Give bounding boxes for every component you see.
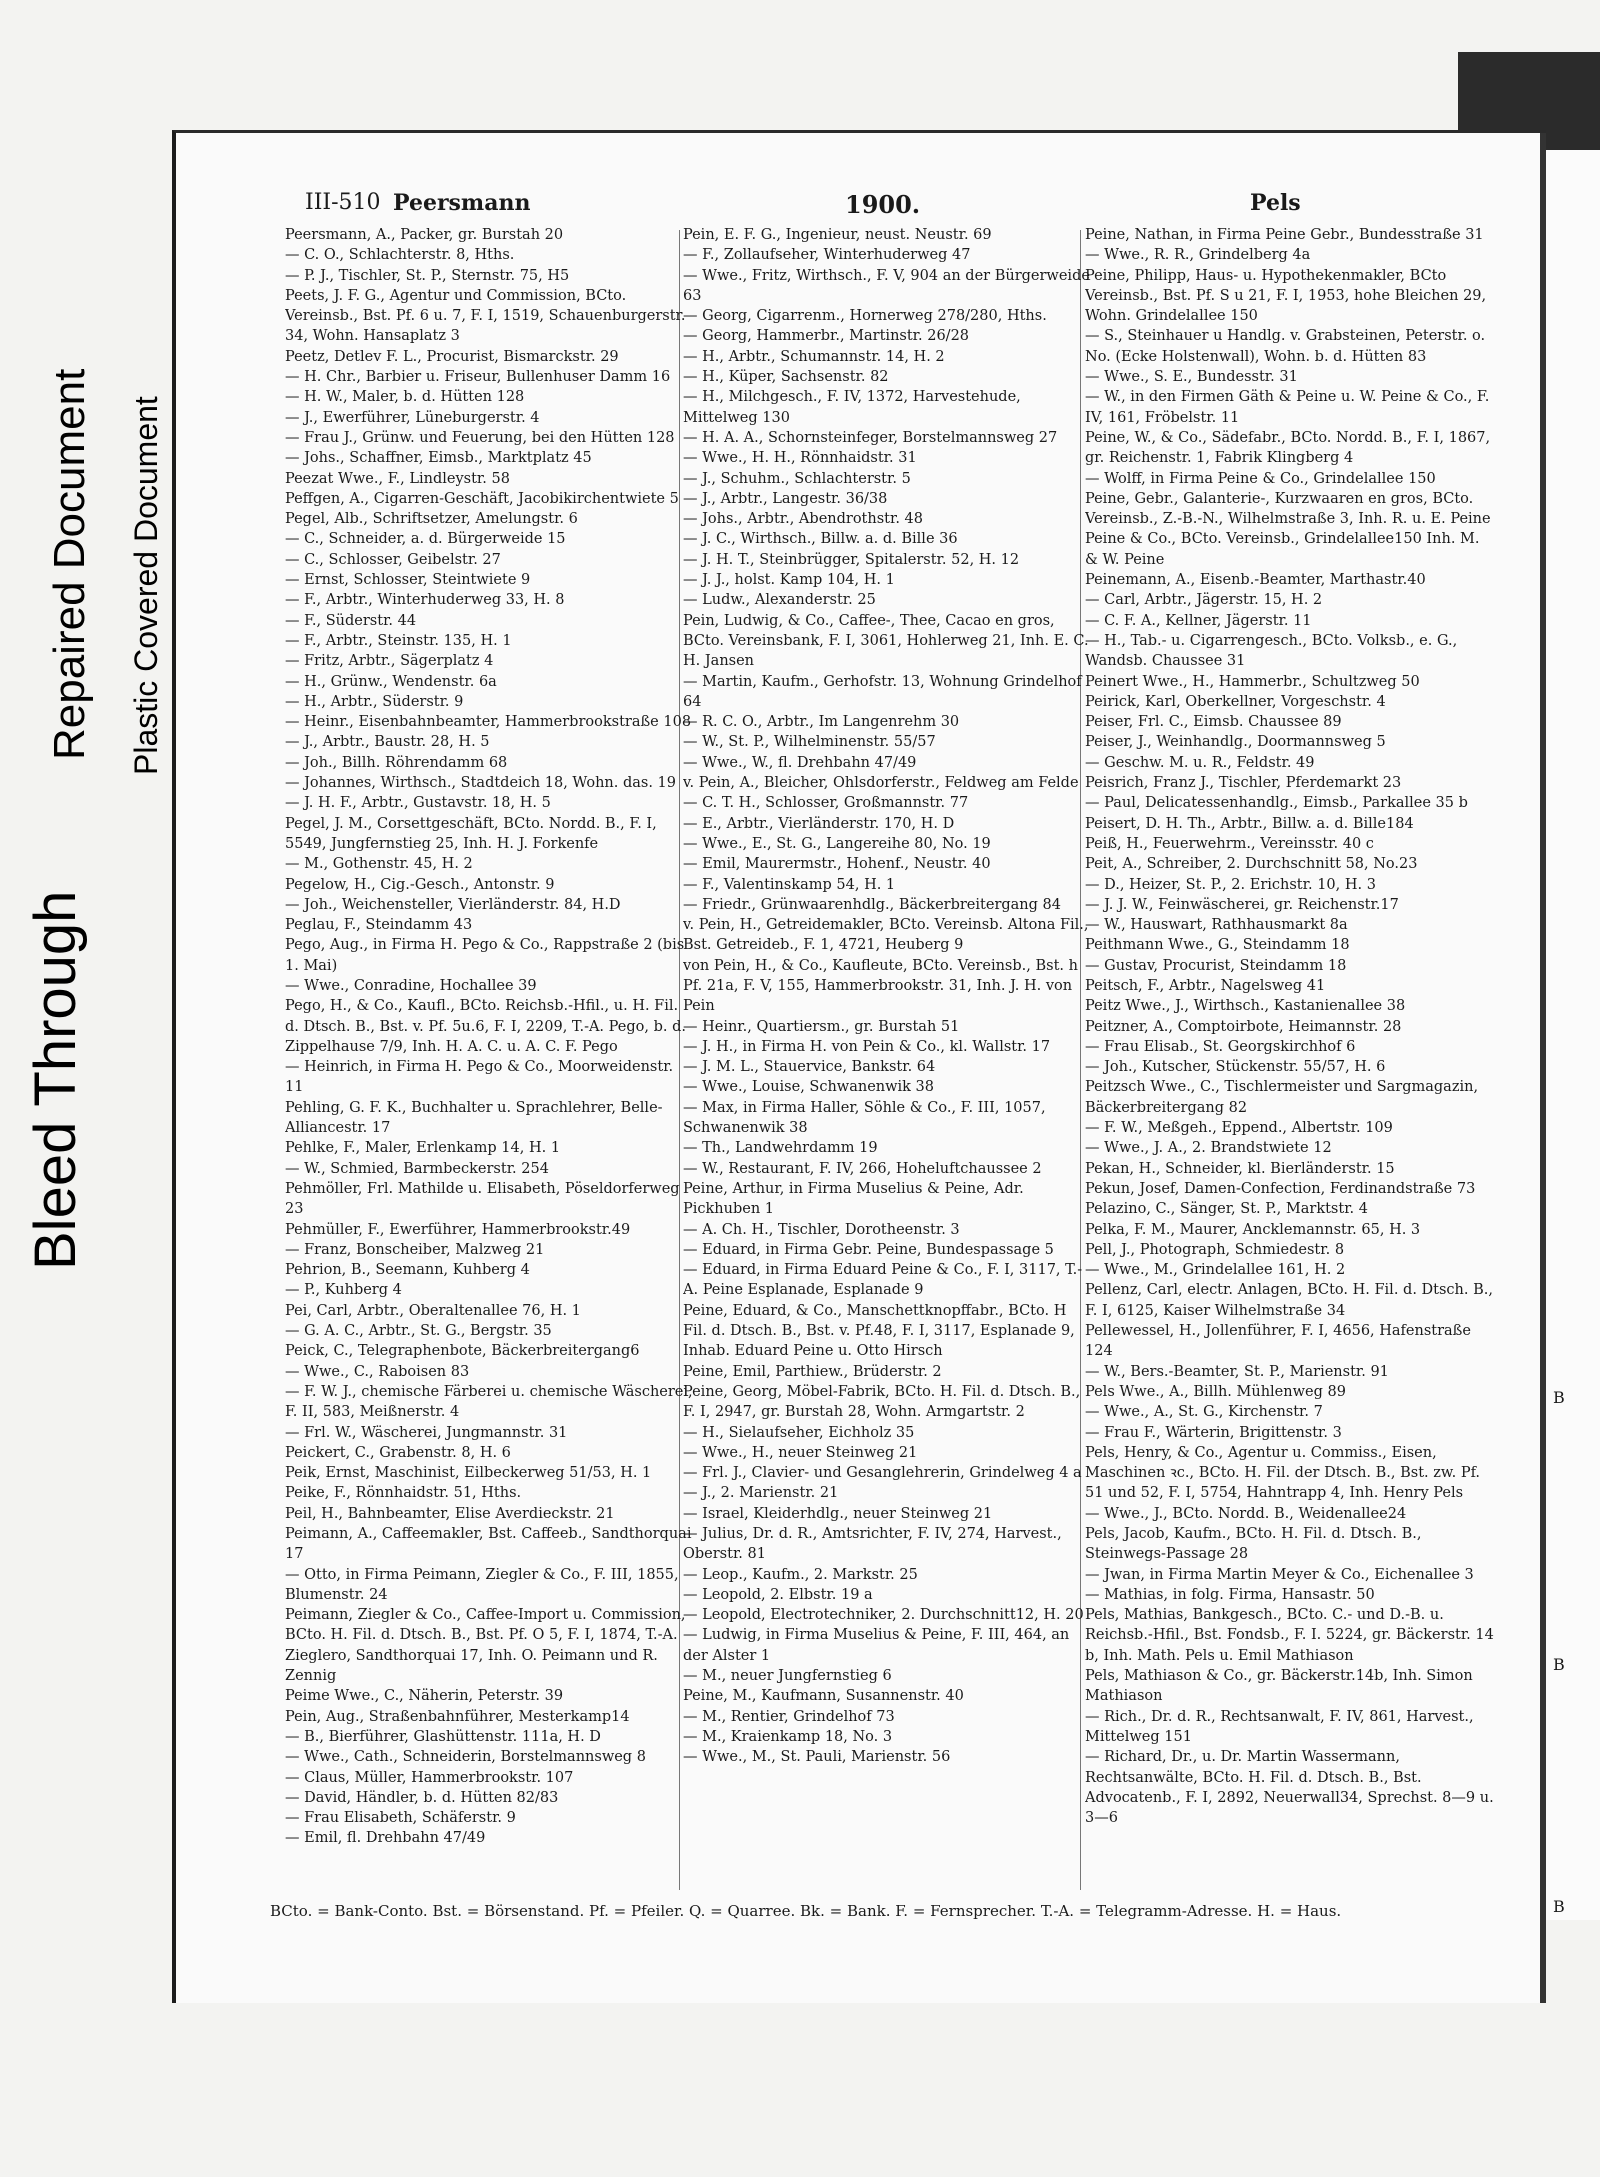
directory-entry: — Julius, Dr. d. R., Amtsrichter, F. IV, 274, Harvest., Oberstr. 81 [683, 1526, 1062, 1563]
directory-entry: — F., Arbtr., Winterhuderweg 33, H. 8 [285, 592, 565, 609]
directory-entry: Pelka, F. M., Maurer, Ancklemannstr. 65, H. 3 [1085, 1221, 1421, 1238]
directory-entry: Peisrich, Franz J., Tischler, Pferdemarkt 23 [1085, 775, 1402, 792]
directory-entry: Pego, H., & Co., Kaufl., BCto. Reichsb.-Hfil., u. H. Fil. d. Dtsch. B., Bst. v. Pf. 5u.6, F. I, 2209, T.-A. Pego, b. d. Zippelhause 7/9, Inh. H. A. C. u. A. C. F. Pego [285, 998, 686, 1055]
directory-entry: — Johs., Schaffner, Eimsb., Marktplatz 45 [285, 450, 592, 467]
directory-entry: Peit, A., Schreiber, 2. Durchschnitt 58, No.23 [1085, 856, 1418, 873]
directory-entry: — Georg, Hammerbr., Martinstr. 26/28 [683, 328, 970, 345]
directory-entry: — F. W. J., chemische Färberei u. chemische Wäscherei, F. II, 583, Meißnerstr. 4 [285, 1383, 693, 1421]
directory-entry: — Martin, Kaufm., Gerhofstr. 13, Wohnung Grindelhof 64 [683, 673, 1082, 710]
directory-entry: — J. M. L., Stauervice, Bankstr. 64 [683, 1059, 936, 1076]
directory-entry: — H., Grünw., Wendenstr. 6a [285, 673, 497, 690]
column-3 [1085, 225, 1495, 1890]
directory-entry: — H., Milchgesch., F. IV, 1372, Harvestehude, Mittelweg 130 [683, 389, 1021, 426]
directory-entry: Peets, J. F. G., Agentur und Commission, BCto. Vereinsb., Bst. Pf. 6 u. 7, F. I, 1519, Schauenburgerstr. 34, Wohn. Hansaplatz 3 [285, 287, 686, 345]
directory-entry: — H., Tab.- u. Cigarrengesch., BCto. Volksb., e. G., Wandsb. Chaussee 31 [1085, 632, 1458, 670]
directory-entry: — Joh., Weichensteller, Vierländerstr. 84, H.D [285, 896, 621, 913]
directory-entry: — P. J., Tischler, St. P., Sternstr. 75, H5 [285, 267, 570, 284]
directory-entry: — F., Valentinskamp 54, H. 1 [683, 876, 896, 893]
directory-entry: — Claus, Müller, Hammerbrookstr. 107 [285, 1769, 574, 1786]
directory-entry: Peick, C., Telegraphenbote, Bäckerbreitergang6 [285, 1343, 640, 1360]
directory-entry: Pein, Ludwig, & Co., Caffee-, Thee, Cacao en gros, BCto. Vereinsbank, F. I, 3061, Hohlerweg 21, Inh. E. C. H. Jansen [683, 612, 1089, 670]
directory-entry: — W., Restaurant, F. IV, 266, Hoheluftchaussee 2 [683, 1160, 1042, 1177]
directory-entry: Peitzner, A., Comptoirbote, Heimannstr. 28 [1085, 1018, 1402, 1035]
directory-entry: — W., Hauswart, Rathhausmarkt 8a [1085, 917, 1348, 934]
directory-entry: Peine & Co., BCto. Vereinsb., Grindelallee150 Inh. M. & W. Peine [1085, 531, 1480, 568]
directory-entry: — J. H. T., Steinbrügger, Spitalerstr. 52, H. 12 [683, 551, 1020, 568]
directory-entry: — Wwe., Fritz, Wirthsch., F. V, 904 an der Bürgerweide 63 [683, 267, 1090, 304]
directory-entry: — Frau J., Grünw. und Feuerung, bei den Hütten 128 [285, 429, 675, 446]
directory-entry: — Wwe., R. R., Grindelberg 4a [1085, 247, 1311, 264]
directory-entry: — J. H., in Firma H. von Pein & Co., kl. Wallstr. 17 [683, 1038, 1051, 1055]
directory-entry: — Th., Landwehrdamm 19 [683, 1140, 878, 1157]
directory-entry: Pekan, H., Schneider, kl. Bierländerstr. 15 [1085, 1160, 1395, 1177]
directory-entry: — Geschw. M. u. R., Feldstr. 49 [1085, 754, 1315, 771]
directory-entry: Peine, Gebr., Galanterie-, Kurzwaaren en gros, BCto. Vereinsb., Z.-B.-N., Wilhelmstraße 3, Inh. R. u. E. Peine [1085, 490, 1491, 528]
directory-entry: Peine, Arthur, in Firma Muselius & Peine, Adr. Pickhuben 1 [683, 1180, 1024, 1218]
directory-entry: — J., Schuhm., Schlachterstr. 5 [683, 470, 911, 487]
directory-entry: Peine, Eduard, & Co., Manschettknopffabr., BCto. H Fil. d. Dtsch. B., Bst. v. Pf.48, F. I, 3117, Esplanade 9, Inhab. Eduard Peine u. Otto Hirsch [683, 1302, 1075, 1360]
directory-entry: Pels, Jacob, Kaufm., BCto. H. Fil. d. Dtsch. B., Steinwegs-Passage 28 [1085, 1526, 1422, 1563]
directory-entry: — J., 2. Marienstr. 21 [683, 1485, 839, 1502]
directory-entry: — F. W., Meßgeh., Eppend., Albertstr. 109 [1085, 1120, 1393, 1137]
directory-entry: Peetz, Detlev F. L., Procurist, Bismarckstr. 29 [285, 348, 619, 365]
directory-entry: Pellewessel, H., Jollenführer, F. I, 4656, Hafenstraße 124 [1085, 1323, 1471, 1360]
directory-entry: Pels, Mathiason & Co., gr. Bäckerstr.14b, Inh. Simon Mathiason [1085, 1668, 1473, 1705]
page-header [305, 190, 1495, 220]
directory-entry: — F., Süderstr. 44 [285, 612, 417, 629]
directory-entry: — Johannes, Wirthsch., Stadtdeich 18, Wohn. das. 19 [285, 775, 676, 792]
directory-entry: — M., Rentier, Grindelhof 73 [683, 1708, 895, 1725]
directory-entry: — Wwe., Conradine, Hochallee 39 [285, 977, 537, 994]
directory-entry: — P., Kuhberg 4 [285, 1282, 402, 1299]
directory-entry: — Otto, in Firma Peimann, Ziegler & Co., F. III, 1855, Blumenstr. 24 [285, 1566, 679, 1603]
directory-entry: Peine, W., & Co., Sädefabr., BCto. Nordd. B., F. I, 1867, gr. Reichenstr. 1, Fabrik Klingberg 4 [1085, 429, 1491, 467]
directory-entry: — H., Arbtr., Süderstr. 9 [285, 693, 464, 710]
directory-entry: Pehmüller, F., Ewerführer, Hammerbrookstr.49 [285, 1221, 631, 1238]
directory-entry: Peiser, J., Weinhandlg., Doormannsweg 5 [1085, 734, 1386, 751]
directory-entry: — Fritz, Arbtr., Sägerplatz 4 [285, 653, 494, 670]
directory-entry: — David, Händler, b. d. Hütten 82/83 [285, 1789, 559, 1806]
left-running-head: Peersmann [393, 190, 531, 216]
directory-entry: Peickert, C., Grabenstr. 8, H. 6 [285, 1444, 511, 1461]
directory-entry: — W., Bers.-Beamter, St. P., Marienstr. 91 [1085, 1363, 1389, 1380]
directory-entry: Peine, Georg, Möbel-Fabrik, BCto. H. Fil. d. Dtsch. B., F. I, 2947, gr. Burstah 28, Wohn. Armgartstr. 2 [683, 1383, 1081, 1421]
directory-entry: Peimann, Ziegler & Co., Caffee-Import u. Commission, BCto. H. Fil. d. Dtsch. B., Bst. Pf. O 5, F. I, 1874, T.-A. Zieglero, Sandthorquai 17, Inh. O. Peimann und R. Zennig [285, 1607, 686, 1685]
directory-entry: — Wwe., C., Raboisen 83 [285, 1363, 470, 1380]
directory-entry: — H. Chr., Barbier u. Friseur, Bullenhuser Damm 16 [285, 369, 671, 386]
directory-entry: Peike, F., Rönnhaidstr. 51, Hths. [285, 1485, 522, 1502]
directory-entry: — Gustav, Procurist, Steindamm 18 [1085, 957, 1347, 974]
directory-entry: — Wwe., H., neuer Steinweg 21 [683, 1444, 918, 1461]
directory-entry: Pehrion, B., Seemann, Kuhberg 4 [285, 1262, 530, 1279]
directory-entry: — Johs., Arbtr., Abendrothstr. 48 [683, 511, 923, 528]
directory-entry: Peezat Wwe., F., Lindleystr. 58 [285, 470, 510, 487]
directory-entry: — Ernst, Schlosser, Steintwiete 9 [285, 572, 531, 589]
directory-entry: — C., Schlosser, Geibelstr. 27 [285, 551, 501, 568]
abbreviation-footer: BCto. = Bank-Conto. Bst. = Börsenstand. Pf. = Pfeiler. Q. = Quarree. Bk. = Bank. F. = Fernsprecher. T.-A. = Telegramm-Adresse. H. = Haus. [270, 1902, 1342, 1920]
directory-entry: — J., Arbtr., Langestr. 36/38 [683, 490, 888, 507]
directory-entry: — Georg, Cigarrenm., Hornerweg 278/280, Hths. [683, 308, 1047, 325]
directory-entry: Peglau, F., Steindamm 43 [285, 917, 473, 934]
directory-entry: Peine, M., Kaufmann, Susannenstr. 40 [683, 1688, 964, 1705]
directory-entry: Peinert Wwe., H., Hammerbr., Schultzweg 50 [1085, 673, 1420, 690]
directory-entry: v. Pein, A., Bleicher, Ohlsdorferstr., Feldweg am Felde [683, 775, 1079, 792]
directory-entry: — A. Ch. H., Tischler, Dorotheenstr. 3 [683, 1221, 960, 1238]
directory-entry: — Paul, Delicatessenhandlg., Eimsb., Parkallee 35 b [1085, 795, 1468, 812]
page-number: III-510 [305, 190, 381, 215]
directory-entry: — W., Schmied, Barmbeckerstr. 254 [285, 1160, 549, 1177]
directory-entry: — J., Ewerführer, Lüneburgerstr. 4 [285, 409, 540, 426]
directory-entry: Pein, Aug., Straßenbahnführer, Mesterkamp14 [285, 1708, 630, 1725]
directory-entry: Peik, Ernst, Maschinist, Eilbeckerweg 51/53, H. 1 [285, 1465, 652, 1482]
directory-entry: — Wwe., J., BCto. Nordd. B., Weidenallee24 [1085, 1505, 1407, 1522]
directory-entry: Pei, Carl, Arbtr., Oberaltenallee 76, H. 1 [285, 1302, 581, 1319]
directory-entry: — Rich., Dr. d. R., Rechtsanwalt, F. IV, 861, Harvest., Mittelweg 151 [1085, 1708, 1474, 1745]
directory-entry: Pels Wwe., A., Billh. Mühlenweg 89 [1085, 1383, 1346, 1400]
directory-entry: — Heinr., Eisenbahnbeamter, Hammerbrookstraße 108 [285, 714, 692, 731]
directory-entry: Pels, Mathias, Bankgesch., BCto. C.- und D.-B. u. Reichsb.-Hfil., Bst. Fondsb., F. I. 5224, gr. Bäckerstr. 14 b, Inh. Math. Pels u. Emil Mathiason [1085, 1607, 1494, 1664]
directory-entry: Peffgen, A., Cigarren-Geschäft, Jacobikirchentwiete 5 [285, 490, 679, 507]
directory-entry: — D., Heizer, St. P., 2. Erichstr. 10, H. 3 [1085, 876, 1376, 893]
plastic-covered-stamp: Plastic Covered Document [128, 396, 164, 775]
directory-entry: — Franz, Bonscheiber, Malzweg 21 [285, 1241, 545, 1258]
directory-entry: Pehling, G. F. K., Buchhalter u. Sprachlehrer, Belle-Alliancestr. 17 [285, 1099, 663, 1137]
directory-entry: Pehlke, F., Maler, Erlenkamp 14, H. 1 [285, 1140, 561, 1157]
directory-entry: Pellenz, Carl, electr. Anlagen, BCto. H. Fil. d. Dtsch. B., F. I, 6125, Kaiser Wilhelmstraße 34 [1085, 1282, 1493, 1319]
directory-entry: — W., St. P., Wilhelminenstr. 55/57 [683, 734, 936, 751]
next-page-edge [1540, 150, 1600, 1920]
directory-entry: Peinemann, A., Eisenb.-Beamter, Marthastr.40 [1085, 572, 1426, 589]
directory-entry: — Carl, Arbtr., Jägerstr. 15, H. 2 [1085, 592, 1323, 609]
directory-entry: Peiser, Frl. C., Eimsb. Chaussee 89 [1085, 714, 1342, 731]
directory-entry: — Frau Elisab., St. Georgskirchhof 6 [1085, 1038, 1356, 1055]
directory-entry: — Joh., Billh. Röhrendamm 68 [285, 754, 508, 771]
directory-entry: Pein, E. F. G., Ingenieur, neust. Neustr. 69 [683, 227, 992, 243]
directory-entry: Pelazino, C., Sänger, St. P., Marktstr. 4 [1085, 1201, 1368, 1218]
directory-entry: Peithmann Wwe., G., Steindamm 18 [1085, 937, 1350, 954]
directory-entry: — Frau Elisabeth, Schäferstr. 9 [285, 1810, 516, 1827]
directory-entry: Peitz Wwe., J., Wirthsch., Kastanienallee 38 [1085, 998, 1406, 1015]
directory-entry: — Emil, Maurermstr., Hohenf., Neustr. 40 [683, 856, 991, 873]
directory-entry: Pell, J., Photograph, Schmiedestr. 8 [1085, 1241, 1345, 1258]
directory-entry: — Eduard, in Firma Gebr. Peine, Bundespassage 5 [683, 1241, 1054, 1258]
column-2 [683, 225, 1093, 1890]
directory-entry: — Leopold, Electrotechniker, 2. Durchschnitt12, H. 20 [683, 1607, 1084, 1624]
directory-entry: — Israel, Kleiderhdlg., neuer Steinweg 21 [683, 1505, 993, 1522]
directory-entry: — Leopold, 2. Elbstr. 19 a [683, 1586, 873, 1603]
directory-entry: Peitzsch Wwe., C., Tischlermeister und Sargmagazin, Bäckerbreitergang 82 [1085, 1079, 1479, 1116]
directory-entry: — H. A. A., Schornsteinfeger, Borstelmannsweg 27 [683, 429, 1058, 446]
directory-entry: — J., Arbtr., Baustr. 28, H. 5 [285, 734, 490, 751]
margin-letter: B [1553, 1655, 1565, 1674]
directory-entry: — Heinrich, in Firma H. Pego & Co., Moorweidenstr. 11 [285, 1059, 674, 1096]
directory-entry: — G. A. C., Arbtr., St. G., Bergstr. 35 [285, 1323, 552, 1340]
directory-entry: — J. C., Wirthsch., Billw. a. d. Bille 36 [683, 531, 958, 548]
directory-entry: Pegel, Alb., Schriftsetzer, Amelungstr. 6 [285, 511, 578, 528]
directory-entry: Peime Wwe., C., Näherin, Peterstr. 39 [285, 1688, 564, 1705]
directory-entry: Peine, Philipp, Haus- u. Hypothekenmakler, BCto Vereinsb., Bst. Pf. S u 21, F. I, 1953, hohe Bleichen 29, Wohn. Grindelallee 150 [1085, 267, 1487, 325]
directory-entry: — C. T. H., Schlosser, Großmannstr. 77 [683, 795, 969, 812]
right-running-head: Pels [1250, 190, 1301, 216]
directory-entry: — H., Küper, Sachsenstr. 82 [683, 369, 889, 386]
directory-entry: — Wwe., M., St. Pauli, Marienstr. 56 [683, 1749, 951, 1766]
directory-entry: Pehmöller, Frl. Mathilde u. Elisabeth, Pöseldorferweg 23 [285, 1180, 680, 1218]
directory-entry: Pego, Aug., in Firma H. Pego & Co., Rappstraße 2 (bis 1. Mai) [285, 937, 685, 974]
margin-letter: B [1553, 1897, 1565, 1916]
directory-entry: — Frl. W., Wäscherei, Jungmannstr. 31 [285, 1424, 568, 1441]
directory-entry: — H., Arbtr., Schumannstr. 14, H. 2 [683, 348, 945, 365]
directory-entry: Peirick, Karl, Oberkellner, Vorgeschstr. 4 [1085, 693, 1386, 710]
directory-entry: Peil, H., Bahnbeamter, Elise Averdieckstr. 21 [285, 1505, 615, 1522]
directory-entry: — Frl. J., Clavier- und Gesanglehrerin, Grindelweg 4 a [683, 1465, 1082, 1482]
directory-entry: Peersmann, A., Packer, gr. Burstah 20 [285, 227, 564, 243]
directory-entry: — J. J. W., Feinwäscherei, gr. Reichenstr.17 [1085, 896, 1399, 913]
directory-entry: Peine, Nathan, in Firma Peine Gebr., Bundesstraße 31 [1085, 227, 1484, 243]
directory-entry: — R. C. O., Arbtr., Im Langenrehm 30 [683, 714, 960, 731]
directory-entry: — Leop., Kaufm., 2. Markstr. 25 [683, 1566, 918, 1583]
directory-entry: — Eduard, in Firma Eduard Peine & Co., F. I, 3117, T.-A. Peine Esplanade, Esplanade 9 [683, 1262, 1083, 1299]
year-heading: 1900. [845, 190, 921, 219]
directory-entry: — J. H. F., Arbtr., Gustavstr. 18, H. 5 [285, 795, 551, 812]
directory-entry: — Wwe., W., fl. Drehbahn 47/49 [683, 754, 917, 771]
directory-entry: — Emil, fl. Drehbahn 47/49 [285, 1830, 486, 1847]
column-1 [285, 225, 695, 1890]
directory-entry: — C., Schneider, a. d. Bürgerweide 15 [285, 531, 566, 548]
repaired-document-stamp: Repaired Document [45, 368, 94, 760]
directory-entry: — Heinr., Quartiersm., gr. Burstah 51 [683, 1018, 960, 1035]
directory-entry: Peimann, A., Caffeemakler, Bst. Caffeeb., Sandthorquai 17 [285, 1526, 692, 1563]
directory-entry: — J. J., holst. Kamp 104, H. 1 [683, 572, 895, 589]
directory-entry: Peine, Emil, Parthiew., Brüderstr. 2 [683, 1363, 942, 1380]
directory-entry: — C. O., Schlachterstr. 8, Hths. [285, 247, 515, 264]
bleed-through-stamp: Bleed Through [23, 890, 88, 1270]
directory-entry: Pekun, Josef, Damen-Confection, Ferdinandstraße 73 [1085, 1180, 1476, 1197]
directory-entry: — S., Steinhauer u Handlg. v. Grabsteinen, Peterstr. o. No. (Ecke Holstenwall), Wohn. b. d. Hütten 83 [1085, 328, 1486, 365]
directory-entry: — Max, in Firma Haller, Söhle & Co., F. III, 1057, Schwanenwik 38 [683, 1099, 1046, 1137]
directory-entry: — Joh., Kutscher, Stückenstr. 55/57, H. 6 [1085, 1059, 1386, 1076]
directory-entry: — W., in den Firmen Gäth & Peine u. W. Peine & Co., F. IV, 161, Fröbelstr. 11 [1085, 389, 1490, 426]
directory-entry: — F., Zollaufseher, Winterhuderweg 47 [683, 247, 971, 264]
directory-entry: — Ludw., Alexanderstr. 25 [683, 592, 876, 609]
directory-entry: — H. W., Maler, b. d. Hütten 128 [285, 389, 525, 406]
directory-entry: Peiß, H., Feuerwehrm., Vereinsstr. 40 c [1085, 835, 1374, 852]
directory-entry: Pegel, J. M., Corsettgeschäft, BCto. Nordd. B., F. I, 5549, Jungfernstieg 25, Inh. H. J. Forkenfe [285, 815, 657, 852]
directory-entry: — M., Kraienkamp 18, No. 3 [683, 1728, 893, 1745]
directory-entry: — H., Sielaufseher, Eichholz 35 [683, 1424, 915, 1441]
directory-entry: — Richard, Dr., u. Dr. Martin Wassermann, Rechtsanwälte, BCto. H. Fil. d. Dtsch. B., Bst. Advocatenb., F. I, 2892, Neuerwall34, Sprechst. 8—9 u. 3—6 [1085, 1749, 1494, 1827]
directory-entry: — Wwe., Louise, Schwanenwik 38 [683, 1079, 935, 1096]
directory-entry: v. Pein, H., Getreidemakler, BCto. Vereinsb. Altona Fil., Bst. Getreideb., F. 1, 4721, Heuberg 9 [683, 917, 1089, 954]
directory-entry: — Wolff, in Firma Peine & Co., Grindelallee 150 [1085, 470, 1436, 487]
directory-entry: von Pein, H., & Co., Kaufleute, BCto. Vereinsb., Bst. h Pf. 21a, F. V, 155, Hammerbrookstr. 31, Inh. J. H. von Pein [683, 957, 1078, 1015]
directory-entry: — Mathias, in folg. Firma, Hansastr. 50 [1085, 1586, 1375, 1603]
directory-entry: — Jwan, in Firma Martin Meyer & Co., Eichenallee 3 [1085, 1566, 1474, 1583]
directory-entry: — M., Gothenstr. 45, H. 2 [285, 856, 473, 873]
directory-entry: — M., neuer Jungfernstieg 6 [683, 1668, 892, 1685]
directory-entry: — C. F. A., Kellner, Jägerstr. 11 [1085, 612, 1312, 629]
directory-entry: — Wwe., H. H., Rönnhaidstr. 31 [683, 450, 917, 467]
directory-entry: — F., Arbtr., Steinstr. 135, H. 1 [285, 632, 512, 649]
directory-entry: — Wwe., A., St. G., Kirchenstr. 7 [1085, 1404, 1323, 1421]
directory-entry: — Wwe., S. E., Bundesstr. 31 [1085, 369, 1298, 386]
directory-entry: — B., Bierführer, Glashüttenstr. 111a, H. D [285, 1728, 601, 1745]
directory-entry: — Wwe., Cath., Schneiderin, Borstelmannsweg 8 [285, 1749, 646, 1766]
directory-entry: Pels, Henry, & Co., Agentur u. Commiss., Eisen, Maschinen ꝛc., BCto. H. Fil. der Dtsch. B., Bst. zw. Pf. 51 und 52, F. I, 5754, Hahntrapp 4, Inh. Henry Pels [1085, 1444, 1481, 1502]
directory-entry: Peitsch, F., Arbtr., Nagelsweg 41 [1085, 977, 1326, 994]
directory-entry: — E., Arbtr., Vierländerstr. 170, H. D [683, 815, 955, 832]
directory-entry: — Ludwig, in Firma Muselius & Peine, F. III, 464, an der Alster 1 [683, 1627, 1070, 1664]
directory-entry: — Wwe., E., St. G., Langereihe 80, No. 19 [683, 835, 991, 852]
directory-entry: Pegelow, H., Cig.-Gesch., Antonstr. 9 [285, 876, 555, 893]
directory-entry: — Wwe., M., Grindelallee 161, H. 2 [1085, 1262, 1346, 1279]
directory-entry: Peisert, D. H. Th., Arbtr., Billw. a. d. Bille184 [1085, 815, 1414, 832]
directory-entry: — Wwe., J. A., 2. Brandstwiete 12 [1085, 1140, 1332, 1157]
directory-entry: — Friedr., Grünwaarenhdlg., Bäckerbreitergang 84 [683, 896, 1061, 913]
directory-entry: — Frau F., Wärterin, Brigittenstr. 3 [1085, 1424, 1342, 1441]
margin-letter: B [1553, 1388, 1565, 1407]
